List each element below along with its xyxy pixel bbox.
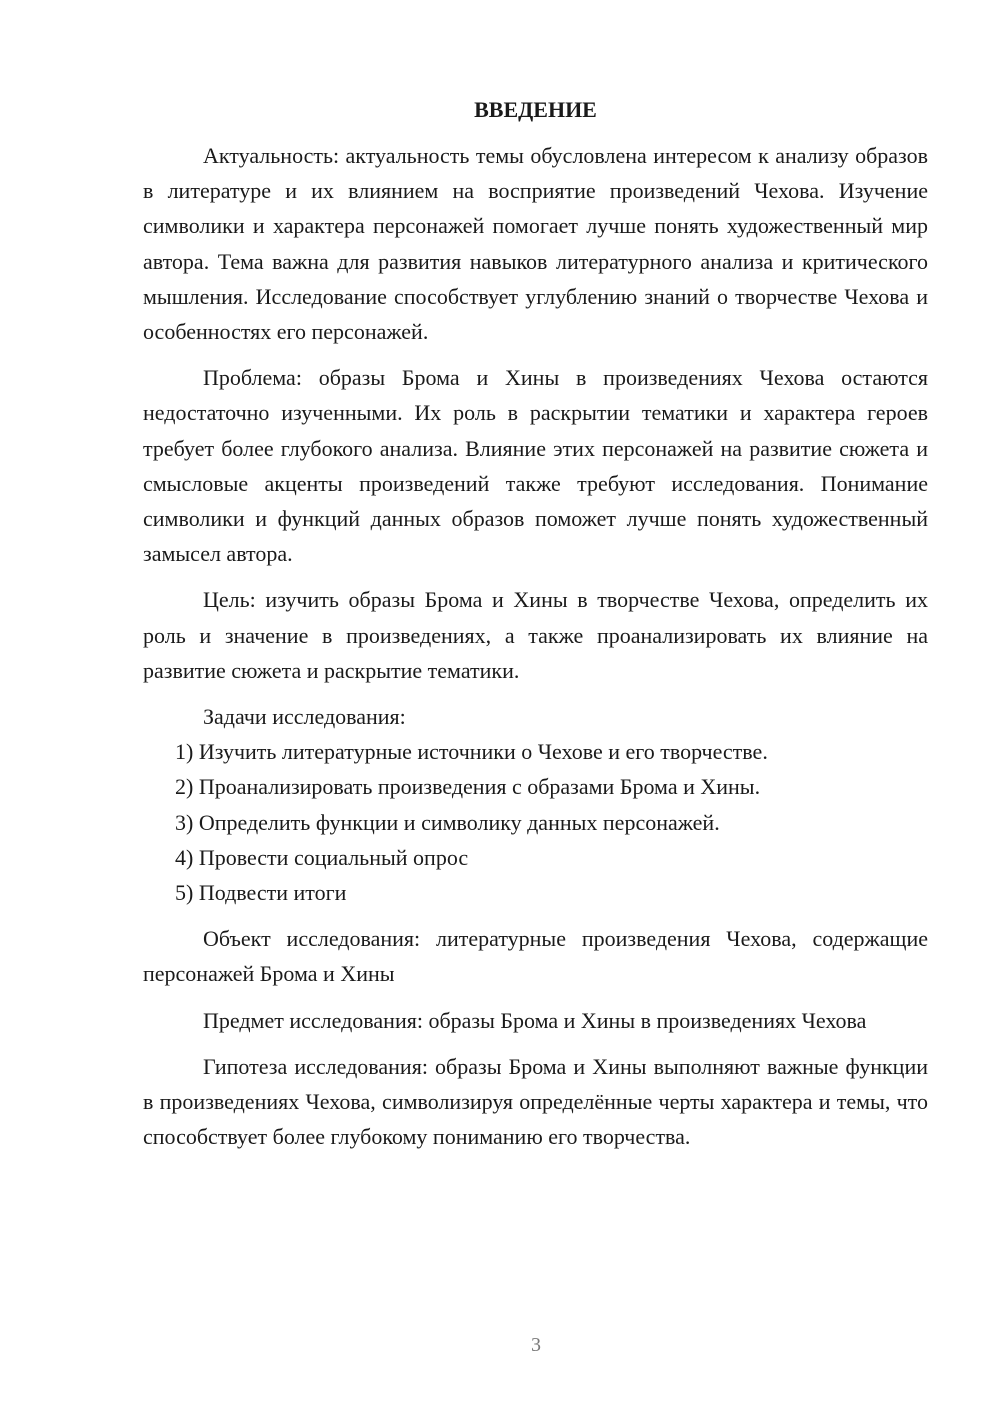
page-number: 3	[531, 1334, 541, 1356]
task-item: 4) Провести социальный опрос	[175, 844, 469, 870]
hypothesis-paragraph: Гипотеза исследования: образы Брома и Хины выполняют важные функции в произведениях Чехова, символизируя определённые черты характера и темы, что способствует более глубокому пониманию его творчества.	[143, 1053, 928, 1150]
subject-paragraph: Предмет исследования: образы Брома и Хины в произведениях Чехова	[203, 1007, 867, 1033]
goal-paragraph: Цель: изучить образы Брома и Хины в творчестве Чехова, определить их роль и значение в произведениях, а также проанализировать их влияние на развитие сюжета и раскрытие тематики.	[143, 587, 928, 683]
problem-paragraph: Проблема: образы Брома и Хины в произведениях Чехова остаются недостаточно изученными. Их роль в раскрытии тематики и характера героев требует более глубокого анализа. Влияние этих персонажей на развитие сюжета и смысловые акценты произведений также требуют исследования. Понимание символики и функций данных образов поможет лучше понять художественный замысел автора.	[143, 365, 928, 567]
relevance-paragraph: Актуальность: актуальность темы обусловлена интересом к анализу образов в литературе и их влиянием на восприятие произведений Чехова. Изучение символики и характера персонажей помогает лучше понять художественный мир автора. Тема важна для развития навыков литературного анализа и критического мышления. Исследование способствует углублению знаний о творчестве Чехова и особенностях его персонажей.	[143, 143, 928, 345]
task-item: 1) Изучить литературные источники о Чехове и его творчестве.	[175, 739, 768, 765]
section-heading: ВВЕДЕНИЕ	[474, 97, 597, 122]
tasks-heading: Задачи исследования:	[203, 704, 406, 730]
task-item: 3) Определить функции и символику данных персонажей.	[175, 809, 720, 835]
task-item: 5) Подвести итоги	[175, 880, 347, 906]
task-item: 2) Проанализировать произведения с образами Брома и Хины.	[175, 774, 761, 800]
page-content	[143, 92, 928, 1154]
object-paragraph: Объект исследования: литературные произведения Чехова, содержащие персонажей Брома и Хины	[143, 926, 928, 987]
